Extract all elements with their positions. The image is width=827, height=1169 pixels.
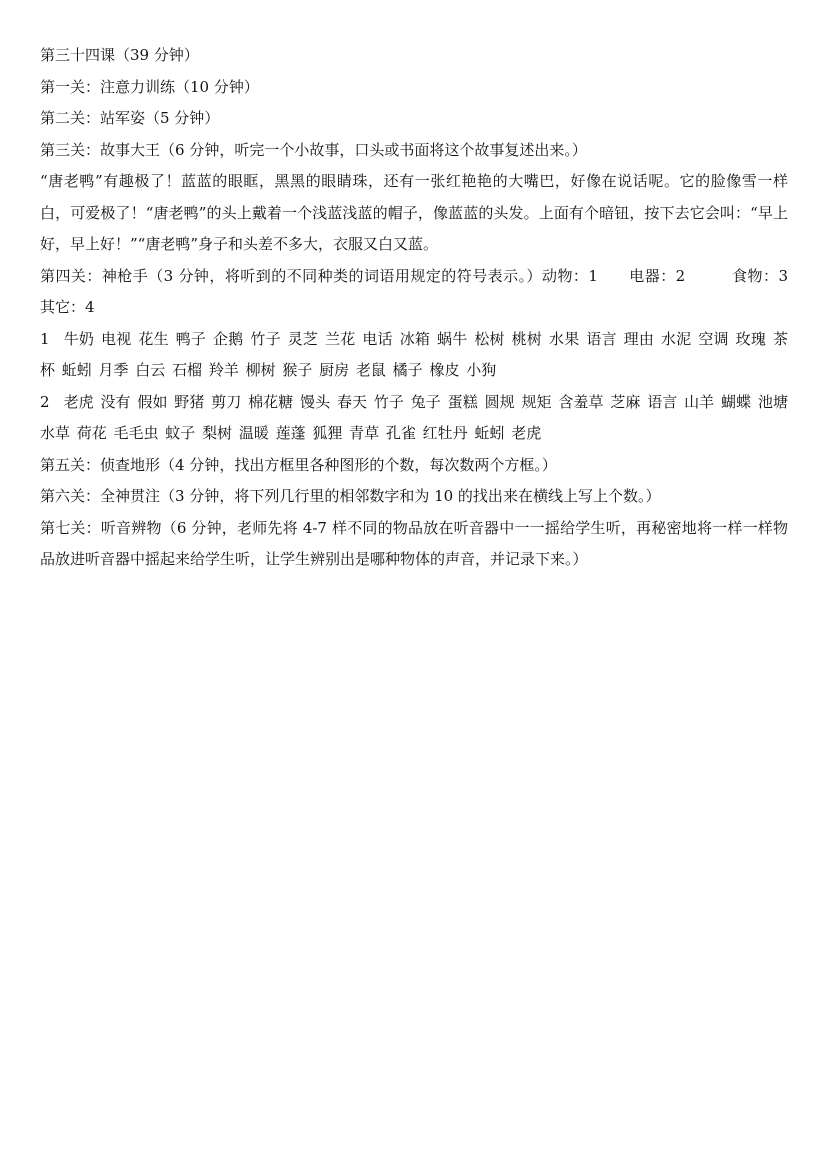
word-list-2-number: 2: [40, 392, 50, 411]
word-list-1-number: 1: [40, 329, 50, 348]
story-paragraph: “唐老鸭”有趣极了！蓝蓝的眼眶，黑黑的眼睛珠，还有一张红艳艳的大嘴巴，好像在说话呢。它的脸像雪一样白，可爱极了！“唐老鸭”的头上戴着一个浅蓝浅蓝的帽子，像蓝蓝的头发。上面有个暗钮，按下去它会叫：“早上好，早上好！”“唐老鸭”身子和头差不多大，衣服又白又蓝。: [40, 172, 788, 253]
level-5: 第五关：侦查地形（4 分钟，找出方框里各种图形的个数，每次数两个方框。）: [40, 455, 557, 474]
level-6: 第六关：全神贯注（3 分钟，将下列几行里的相邻数字和为 10 的找出来在横线上写上个数。）: [40, 487, 661, 505]
word-list-1-words: 牛奶 电视 花生 鸭子 企鹅 竹子 灵芝 兰花 电话 冰箱 蜗牛 松树 桃树 水果 语言 理由 水泥 空调 玫瑰 茶杯 蚯蚓 月季 白云 石榴 羚羊 柳树 猴子 厨房 老鼠 橘子 橡皮 小狗: [40, 329, 788, 379]
word-list-1: [40, 324, 788, 387]
document-page: [40, 40, 804, 576]
level-2: 第二关：站军姿（5 分钟）: [40, 109, 220, 127]
level-1: 第一关：注意力训练（10 分钟）: [40, 77, 259, 96]
level-4: 第四关：神枪手（3 分钟，将听到的不同种类的词语用规定的符号表示。）动物：1 电器：2 食物：3 其它：4: [40, 266, 804, 316]
word-list-2: [40, 387, 788, 450]
lesson-title: 第三十四课（39 分钟）: [40, 46, 199, 64]
level-7: 第七关：听音辨物（6 分钟，老师先将 4-7 样不同的物品放在听音器中一一摇给学生听，再秘密地将一样一样物品放进听音器中摇起来给学生听，让学生辨别出是哪种物体的声音，并记录下来。）: [40, 518, 788, 568]
level-3: 第三关：故事大王（6 分钟，听完一个小故事，口头或书面将这个故事复述出来。）: [40, 140, 587, 159]
word-list-2-words: 老虎 没有 假如 野猪 剪刀 棉花糖 馒头 春天 竹子 兔子 蛋糕 圆规 规矩 含羞草 芝麻 语言 山羊 蝴蝶 池塘 水草 荷花 毛毛虫 蚊子 梨树 温暖 莲蓬 狐狸 青草 孔雀 红牡丹 蚯蚓 老虎: [40, 392, 788, 442]
